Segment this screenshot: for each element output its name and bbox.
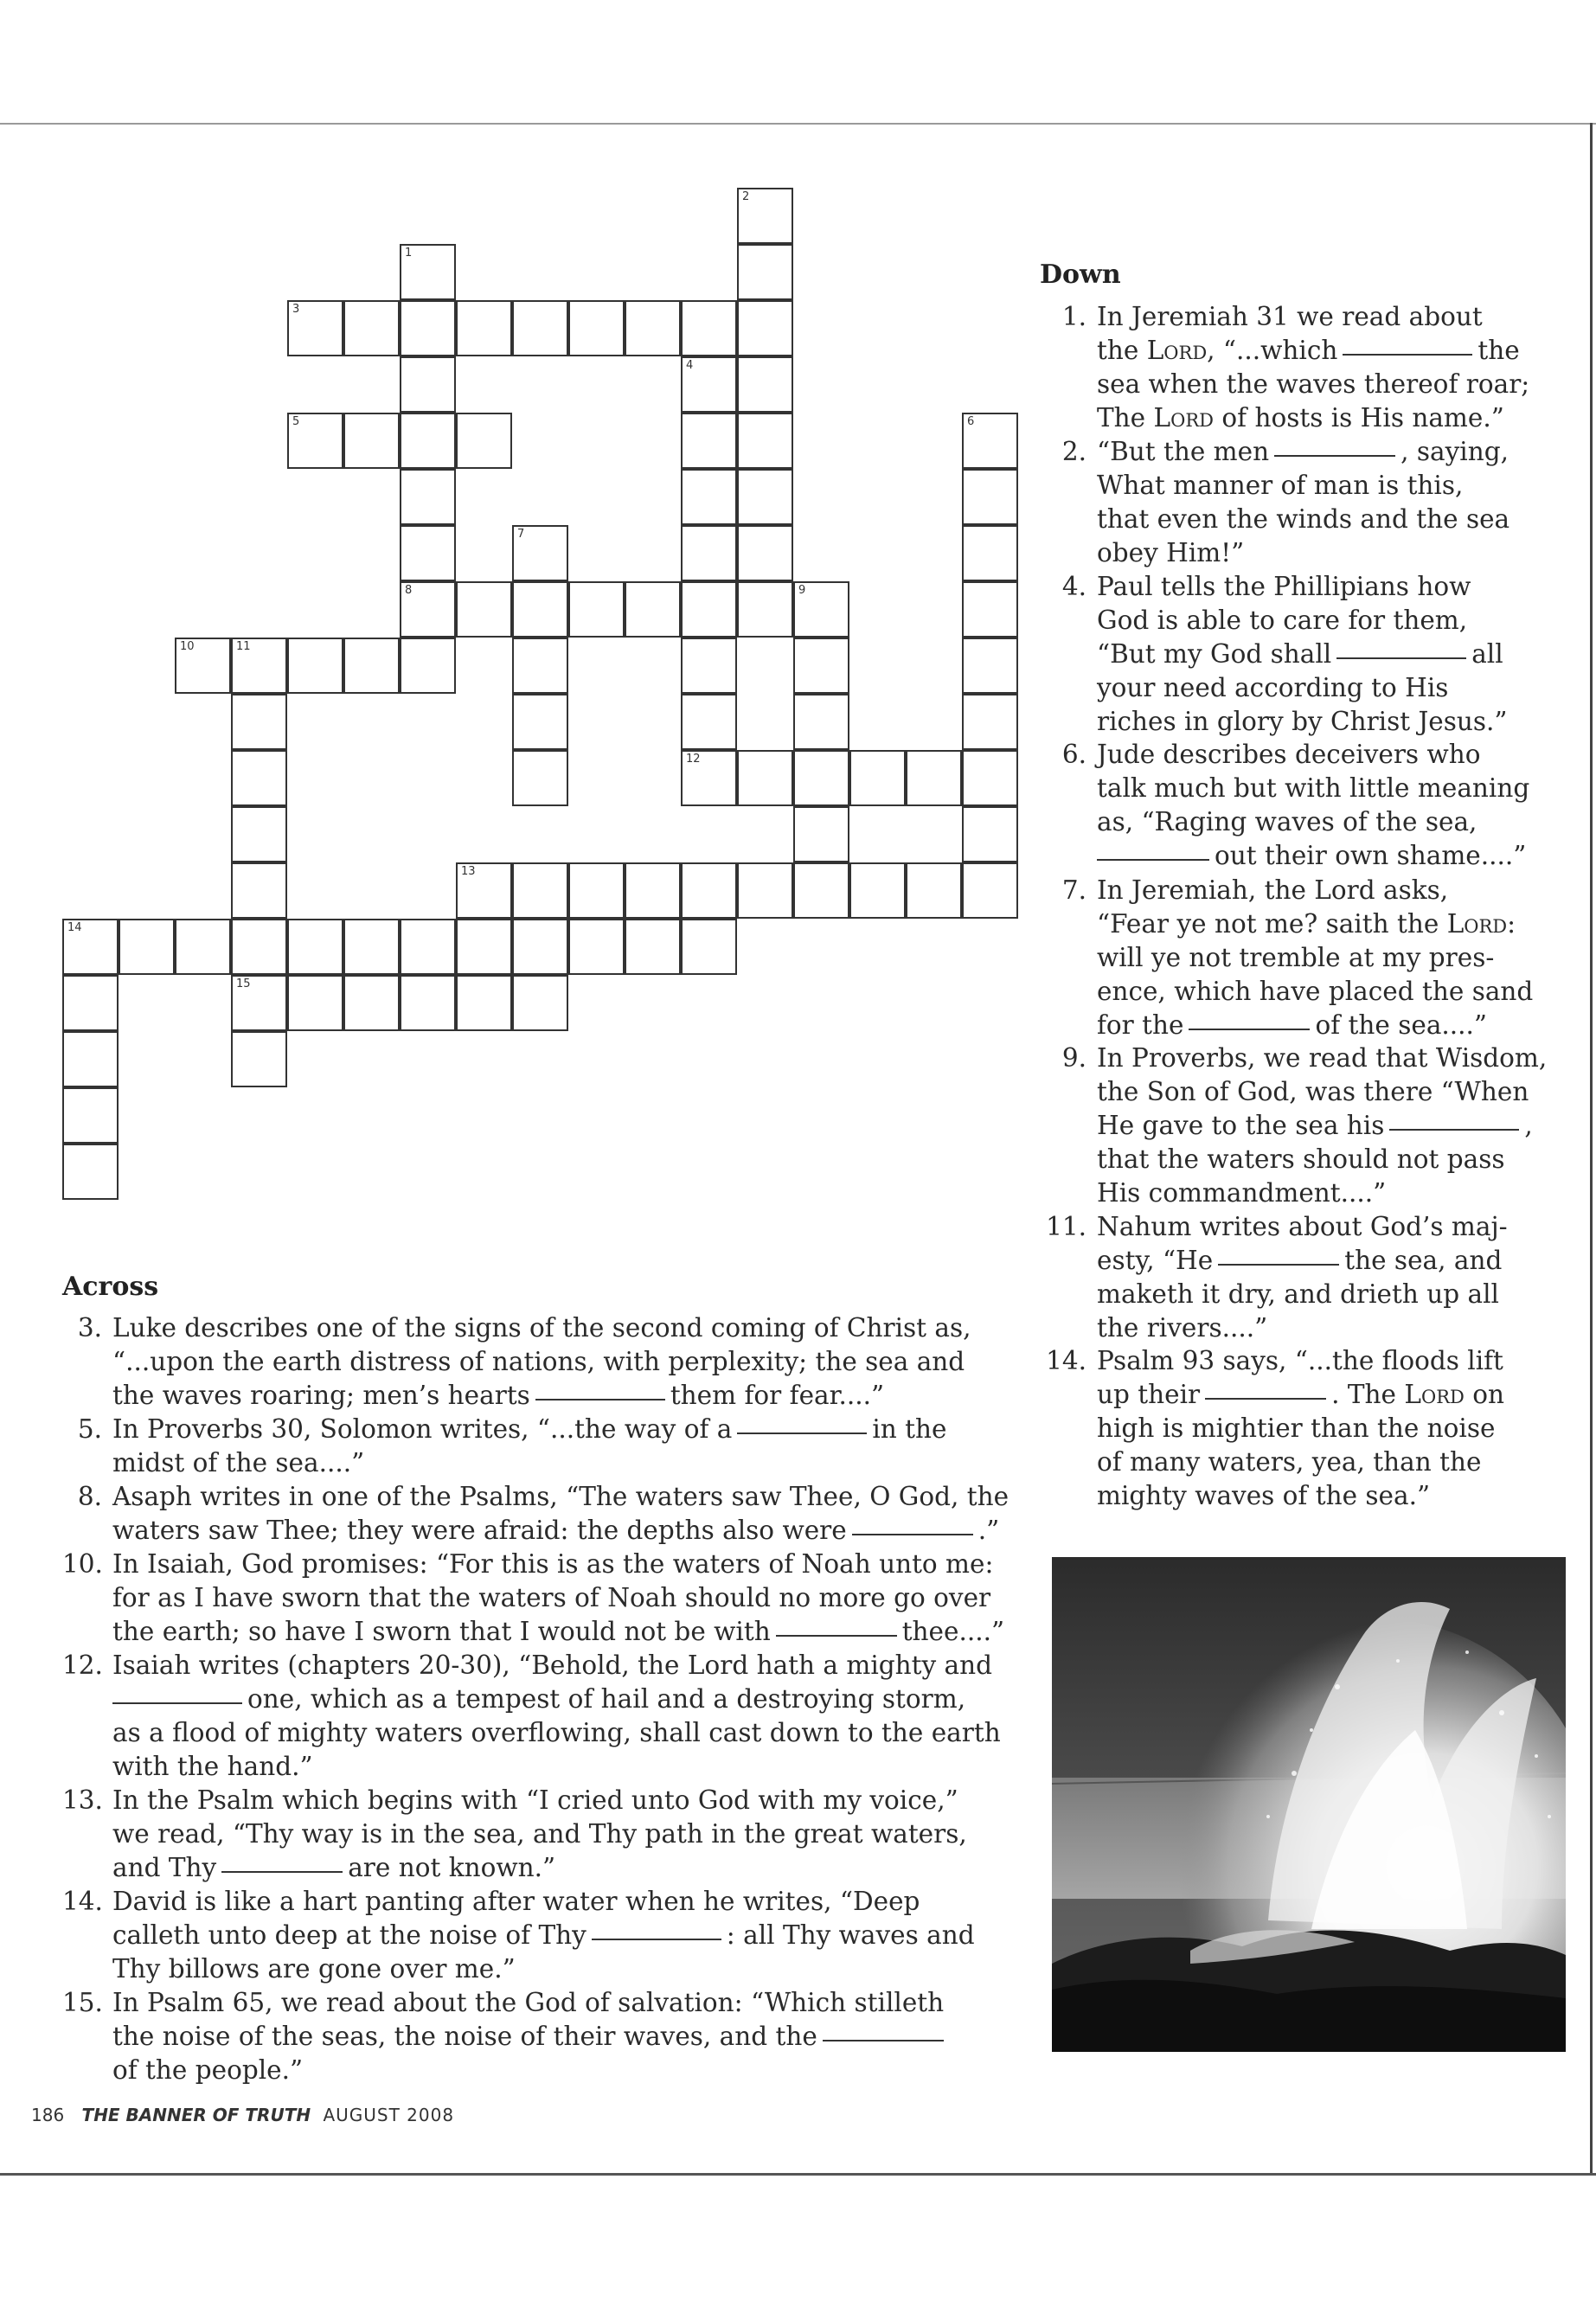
grid-cell[interactable] xyxy=(962,581,1018,638)
grid-cell[interactable] xyxy=(568,862,625,919)
cell-number: 11 xyxy=(236,640,251,653)
grid-cell[interactable] xyxy=(231,694,287,750)
grid-cell[interactable] xyxy=(681,694,737,750)
grid-cell[interactable] xyxy=(512,694,568,750)
page-footer xyxy=(31,2105,454,2125)
cell-number: 8 xyxy=(405,584,413,597)
grid-cell[interactable] xyxy=(793,806,849,862)
grid-cell[interactable] xyxy=(962,638,1018,694)
grid-cell[interactable] xyxy=(343,975,400,1031)
grid-cell[interactable] xyxy=(681,581,737,638)
grid-cell[interactable] xyxy=(737,300,793,356)
grid-cell[interactable] xyxy=(231,919,287,975)
grid-cell[interactable] xyxy=(175,919,231,975)
grid-cell[interactable] xyxy=(400,244,456,300)
grid-cell[interactable] xyxy=(512,525,568,581)
grid-cell[interactable] xyxy=(737,188,793,244)
grid-cell[interactable] xyxy=(512,975,568,1031)
grid-cell[interactable] xyxy=(737,244,793,300)
grid-cell[interactable] xyxy=(343,300,400,356)
grid-cell[interactable] xyxy=(681,525,737,581)
grid-cell[interactable] xyxy=(456,919,512,975)
grid-cell[interactable] xyxy=(119,919,175,975)
grid-cell[interactable] xyxy=(343,413,400,469)
grid-cell[interactable] xyxy=(681,638,737,694)
grid-cell[interactable] xyxy=(512,300,568,356)
grid-cell[interactable] xyxy=(681,862,737,919)
grid-cell[interactable] xyxy=(512,638,568,694)
grid-cell[interactable] xyxy=(62,1144,119,1200)
grid-cell[interactable] xyxy=(906,862,962,919)
grid-cell[interactable] xyxy=(400,356,456,413)
across-heading: Across xyxy=(62,1272,159,1302)
grid-cell[interactable] xyxy=(400,469,456,525)
grid-cell[interactable] xyxy=(231,750,287,806)
cell-number: 14 xyxy=(67,921,82,934)
grid-cell[interactable] xyxy=(231,638,287,694)
grid-cell[interactable] xyxy=(568,581,625,638)
grid-cell[interactable] xyxy=(681,356,737,413)
grid-cell[interactable] xyxy=(962,750,1018,806)
wave-photo-art xyxy=(1052,1557,1566,2052)
grid-cell[interactable] xyxy=(175,638,231,694)
grid-cell[interactable] xyxy=(231,806,287,862)
grid-cell[interactable] xyxy=(737,750,793,806)
grid-cell[interactable] xyxy=(287,919,343,975)
bottom-rule xyxy=(0,2173,1596,2176)
grid-cell[interactable] xyxy=(962,806,1018,862)
grid-cell[interactable] xyxy=(793,581,849,638)
grid-cell[interactable] xyxy=(62,919,119,975)
cell-number: 5 xyxy=(292,415,300,428)
grid-cell[interactable] xyxy=(681,919,737,975)
grid-cell[interactable] xyxy=(343,919,400,975)
grid-cell[interactable] xyxy=(400,413,456,469)
grid-cell[interactable] xyxy=(512,750,568,806)
cell-number: 7 xyxy=(517,528,525,541)
grid-cell[interactable] xyxy=(793,862,849,919)
grid-cell[interactable] xyxy=(849,862,906,919)
grid-cell[interactable] xyxy=(962,469,1018,525)
grid-cell[interactable] xyxy=(737,469,793,525)
grid-cell[interactable] xyxy=(287,300,343,356)
grid-cell[interactable] xyxy=(287,638,343,694)
grid-cell[interactable] xyxy=(737,356,793,413)
grid-cell[interactable] xyxy=(456,975,512,1031)
cell-number: 9 xyxy=(798,584,806,597)
grid-cell[interactable] xyxy=(231,862,287,919)
down-heading: Down xyxy=(1040,260,1121,290)
grid-cell[interactable] xyxy=(568,300,625,356)
grid-cell[interactable] xyxy=(456,862,512,919)
cell-number: 15 xyxy=(236,977,251,990)
grid-cell[interactable] xyxy=(681,413,737,469)
grid-cell[interactable] xyxy=(625,300,681,356)
grid-cell[interactable] xyxy=(400,581,456,638)
cell-number: 13 xyxy=(461,865,476,878)
grid-cell[interactable] xyxy=(456,300,512,356)
grid-cell[interactable] xyxy=(62,1087,119,1144)
grid-cell[interactable] xyxy=(512,581,568,638)
grid-cell[interactable] xyxy=(400,919,456,975)
grid-cell[interactable] xyxy=(737,862,793,919)
grid-cell[interactable] xyxy=(287,975,343,1031)
grid-cell[interactable] xyxy=(512,862,568,919)
grid-cell[interactable] xyxy=(512,919,568,975)
cell-number: 6 xyxy=(967,415,975,428)
grid-cell[interactable] xyxy=(737,525,793,581)
grid-cell[interactable] xyxy=(737,413,793,469)
cell-number: 3 xyxy=(292,303,300,316)
cell-number: 2 xyxy=(742,190,750,203)
grid-cell[interactable] xyxy=(456,413,512,469)
grid-cell[interactable] xyxy=(62,1031,119,1087)
grid-cell[interactable] xyxy=(793,750,849,806)
grid-cell[interactable] xyxy=(231,975,287,1031)
grid-cell[interactable] xyxy=(400,638,456,694)
grid-cell[interactable] xyxy=(456,581,512,638)
grid-cell[interactable] xyxy=(400,975,456,1031)
grid-cell[interactable] xyxy=(906,750,962,806)
grid-cell[interactable] xyxy=(793,694,849,750)
grid-cell[interactable] xyxy=(962,525,1018,581)
wave-photo xyxy=(1052,1557,1566,2052)
grid-cell[interactable] xyxy=(343,638,400,694)
grid-cell[interactable] xyxy=(793,638,849,694)
grid-cell[interactable] xyxy=(625,862,681,919)
grid-cell[interactable] xyxy=(625,581,681,638)
cell-number: 4 xyxy=(686,359,694,372)
cell-number: 12 xyxy=(686,753,701,766)
grid-cell[interactable] xyxy=(962,862,1018,919)
grid-cell[interactable] xyxy=(625,919,681,975)
cell-number: 1 xyxy=(405,247,413,260)
grid-cell[interactable] xyxy=(681,469,737,525)
cell-number: 10 xyxy=(180,640,195,653)
grid-cell[interactable] xyxy=(400,300,456,356)
page-number: 186 xyxy=(31,2105,65,2125)
grid-cell[interactable] xyxy=(400,525,456,581)
publication-name: THE BANNER OF TRUTH xyxy=(81,2105,311,2125)
grid-cell[interactable] xyxy=(681,750,737,806)
issue-date: AUGUST 2008 xyxy=(323,2105,455,2125)
grid-cell[interactable] xyxy=(287,413,343,469)
grid-cell[interactable] xyxy=(962,694,1018,750)
grid-cell[interactable] xyxy=(737,581,793,638)
grid-cell[interactable] xyxy=(681,300,737,356)
grid-cell[interactable] xyxy=(849,750,906,806)
grid-cell[interactable] xyxy=(568,919,625,975)
grid-cell[interactable] xyxy=(962,413,1018,469)
grid-cell[interactable] xyxy=(62,975,119,1031)
grid-cell[interactable] xyxy=(231,1031,287,1087)
